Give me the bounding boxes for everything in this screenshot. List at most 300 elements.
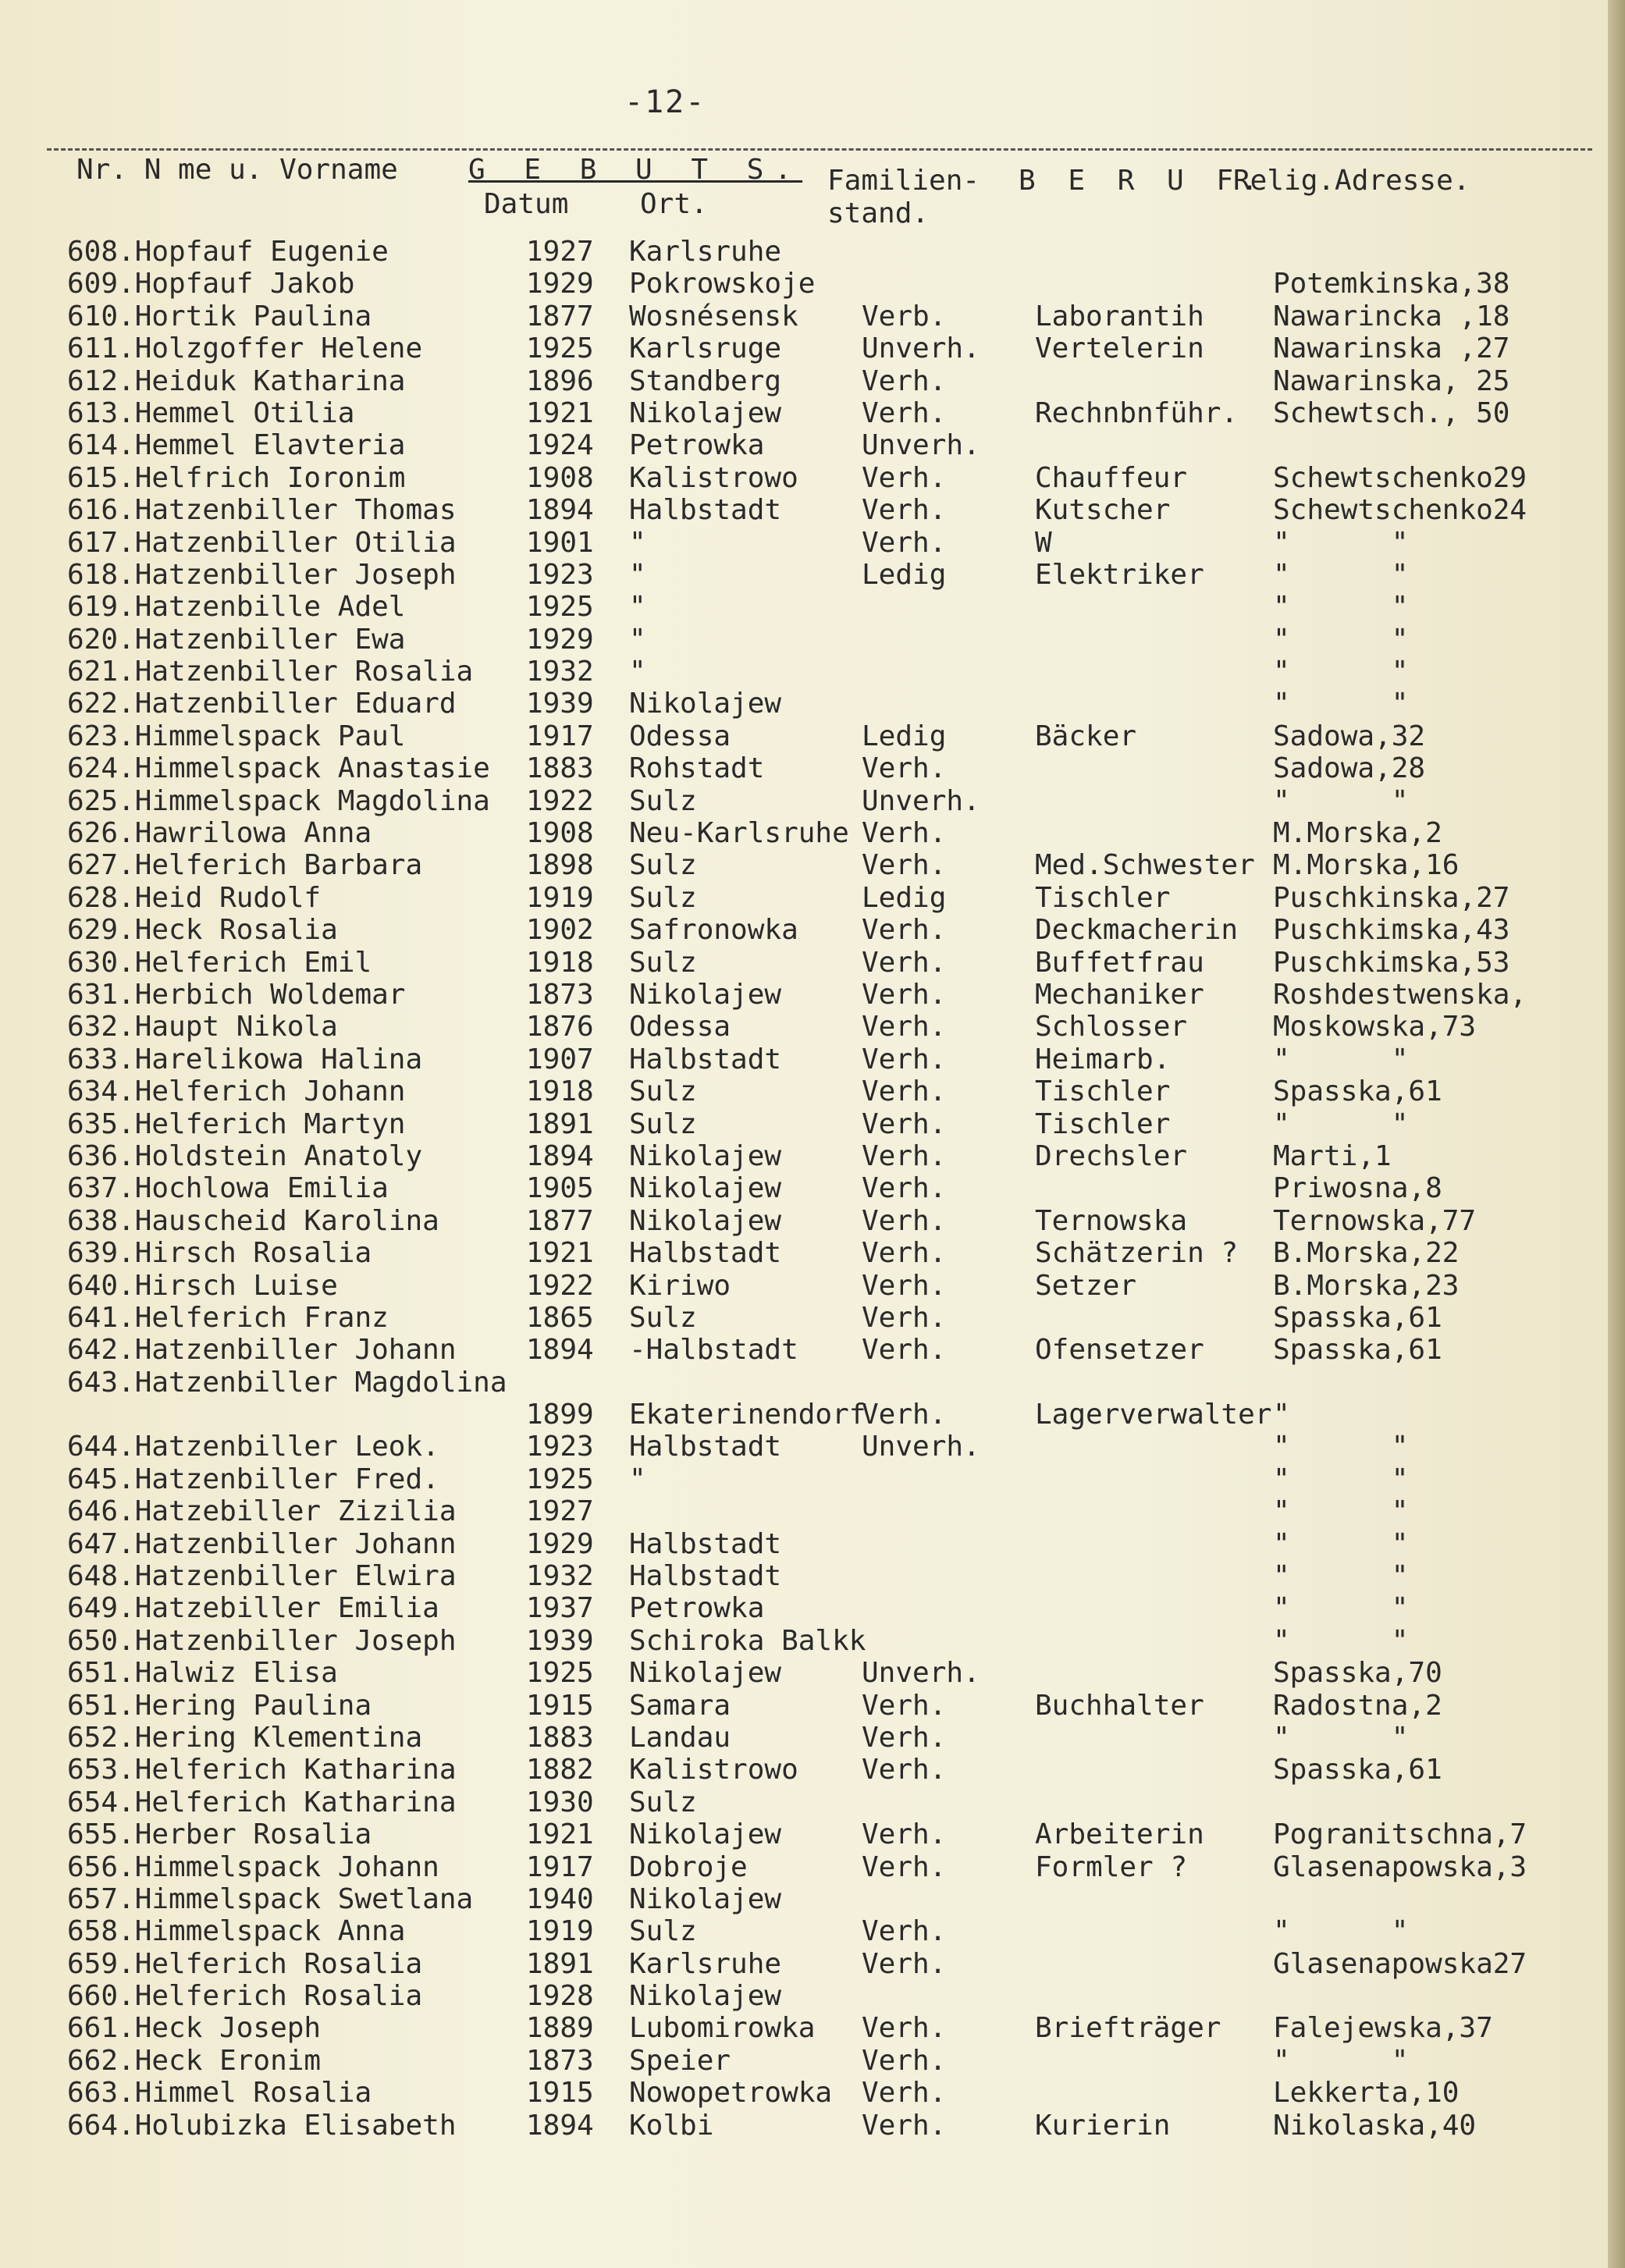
entry-birth-year: 1924 bbox=[526, 429, 594, 462]
entry-birth-place: Sulz bbox=[629, 946, 697, 979]
entry-marital-status: Verh. bbox=[862, 461, 947, 494]
entry-name: 659.Helferich Rosalia bbox=[67, 1947, 423, 1980]
entry-marital-status: Verh. bbox=[862, 2077, 947, 2110]
table-row bbox=[67, 1011, 1597, 1043]
entry-name: 610.Hortik Paulina bbox=[67, 300, 372, 332]
entry-birth-year: 1925 bbox=[526, 591, 594, 624]
entry-name: 617.Hatzenbiller Otilia bbox=[67, 526, 457, 559]
entry-birth-place: Halbstadt bbox=[629, 1527, 782, 1560]
entry-birth-place: " bbox=[629, 1463, 646, 1495]
table-row bbox=[67, 300, 1597, 332]
header-relig-adresse: Relig.Adresse. bbox=[1233, 165, 1470, 197]
entry-address: Ternowska,77 bbox=[1273, 1204, 1477, 1237]
entry-birth-place: Sulz bbox=[629, 1075, 697, 1108]
entry-name: 655.Herber Rosalia bbox=[67, 1818, 372, 1851]
entry-name: 658.Himmelspack Anna bbox=[67, 1915, 406, 1948]
table-row bbox=[67, 688, 1597, 720]
entry-birth-year: 1922 bbox=[526, 784, 594, 817]
entry-marital-status: Verh. bbox=[862, 752, 947, 785]
entry-occupation: Lagerverwalter bbox=[1035, 1399, 1272, 1431]
entry-address: Glasenapowska,3 bbox=[1273, 1850, 1527, 1883]
entry-birth-place: Nowopetrowka bbox=[629, 2077, 833, 2110]
entry-marital-status: Verh. bbox=[862, 1301, 947, 1334]
table-row bbox=[67, 1043, 1597, 1075]
entry-name: 619.Hatzenbille Adel bbox=[67, 591, 406, 624]
entry-occupation: Chauffeur bbox=[1035, 461, 1188, 494]
entry-name: 613.Hemmel Otilia bbox=[67, 396, 355, 429]
table-row bbox=[67, 785, 1597, 817]
entry-birth-place: Kiriwo bbox=[629, 1269, 731, 1302]
entry-name: 654.Helferich Katharina bbox=[67, 1786, 457, 1818]
entry-name: 651.Halwiz Elisa bbox=[67, 1657, 338, 1690]
entry-name: 630.Helferich Emil bbox=[67, 946, 372, 979]
entry-occupation: Buchhalter bbox=[1035, 1689, 1204, 1722]
entry-birth-year: 1917 bbox=[526, 720, 594, 752]
table-row bbox=[67, 1722, 1597, 1754]
table-row bbox=[67, 1786, 1597, 1818]
entry-birth-place: Kalistrowo bbox=[629, 461, 798, 494]
entry-birth-year: 1932 bbox=[526, 656, 594, 688]
entry-address: Nikolaska,40 bbox=[1273, 2109, 1477, 2142]
entry-birth-place: Sulz bbox=[629, 1301, 697, 1334]
entry-occupation: Kurierin bbox=[1035, 2109, 1171, 2142]
entry-address: Spasska,61 bbox=[1273, 1301, 1442, 1334]
entry-birth-place: Neu-Karlsruhe bbox=[629, 817, 849, 850]
entry-marital-status: Unverh. bbox=[862, 1431, 980, 1463]
entry-address: Glasenapowska27 bbox=[1273, 1947, 1527, 1980]
table-row bbox=[67, 979, 1597, 1011]
entry-birth-year: 1929 bbox=[526, 623, 594, 656]
table-row bbox=[67, 624, 1597, 656]
entry-marital-status: Verh. bbox=[862, 1915, 947, 1948]
table-row bbox=[67, 849, 1597, 881]
entry-birth-year: 1940 bbox=[526, 1882, 594, 1915]
entry-address: Spasska,61 bbox=[1273, 1075, 1442, 1108]
table-row bbox=[67, 2077, 1597, 2109]
entry-birth-place: " bbox=[629, 526, 646, 559]
entry-name: 616.Hatzenbiller Thomas bbox=[67, 494, 457, 527]
entry-birth-place: Nikolajew bbox=[629, 978, 782, 1011]
entry-birth-year: 1918 bbox=[526, 1075, 594, 1108]
entry-birth-place: Karlsruhe bbox=[629, 1947, 782, 1980]
entry-birth-year: 1915 bbox=[526, 1689, 594, 1722]
table-row bbox=[67, 1625, 1597, 1657]
entry-name: 652.Hering Klementina bbox=[67, 1721, 423, 1754]
header-datum: Datum bbox=[484, 188, 569, 220]
entry-birth-place: Karlsruhe bbox=[629, 236, 782, 268]
entry-birth-place: Nikolajew bbox=[629, 396, 782, 429]
entry-address: Schewtsch., 50 bbox=[1273, 396, 1510, 429]
entry-birth-year: 1915 bbox=[526, 2077, 594, 2110]
entry-name: 638.Hauscheid Karolina bbox=[67, 1204, 439, 1237]
table-row bbox=[67, 332, 1597, 364]
entry-address: " " bbox=[1273, 1721, 1409, 1754]
entry-birth-place: Rohstadt bbox=[629, 752, 765, 785]
entry-birth-place: " bbox=[629, 558, 646, 591]
entry-occupation: Arbeiterin bbox=[1035, 1818, 1204, 1851]
entry-birth-place: " bbox=[629, 623, 646, 656]
entry-birth-year: 1928 bbox=[526, 1980, 594, 2013]
table-row bbox=[67, 1657, 1597, 1689]
header-nr-name: Nr. N me u. Vorname bbox=[76, 154, 398, 186]
entry-address: B.Morska,23 bbox=[1273, 1269, 1460, 1302]
entry-occupation: Drechsler bbox=[1035, 1139, 1188, 1172]
entry-address: Puschkinska,27 bbox=[1273, 881, 1510, 914]
entry-occupation: W bbox=[1035, 526, 1052, 559]
entry-name: 612.Heiduk Katharina bbox=[67, 364, 406, 397]
entry-address: " " bbox=[1273, 1560, 1409, 1593]
entry-birth-year: 1921 bbox=[526, 1237, 594, 1270]
entry-birth-place: Nikolajew bbox=[629, 1882, 782, 1915]
entry-birth-place: Halbstadt bbox=[629, 494, 782, 527]
entry-occupation: Tischler bbox=[1035, 881, 1171, 914]
entry-marital-status: Verh. bbox=[862, 1754, 947, 1786]
entry-name: 611.Holzgoffer Helene bbox=[67, 332, 423, 365]
entry-marital-status: Ledig bbox=[862, 558, 947, 591]
entry-address: " " bbox=[1273, 1107, 1409, 1140]
entry-marital-status: Verh. bbox=[862, 1334, 947, 1367]
table-row bbox=[67, 1399, 1597, 1431]
entry-name: 637.Hochlowa Emilia bbox=[67, 1172, 389, 1205]
entry-name: 633.Harelikowa Halina bbox=[67, 1043, 423, 1075]
table-row bbox=[67, 1270, 1597, 1302]
entry-marital-status: Verh. bbox=[862, 494, 947, 527]
entry-marital-status: Verh. bbox=[862, 2012, 947, 2045]
entry-birth-year: 1925 bbox=[526, 332, 594, 365]
entry-marital-status: Verh. bbox=[862, 526, 947, 559]
table-row bbox=[67, 1367, 1597, 1399]
entry-birth-year: 1907 bbox=[526, 1043, 594, 1075]
entry-birth-year: 1891 bbox=[526, 1107, 594, 1140]
entry-name: 645.Hatzenbiller Fred. bbox=[67, 1463, 439, 1495]
entry-birth-year: 1932 bbox=[526, 1560, 594, 1593]
entry-marital-status: Verh. bbox=[862, 2044, 947, 2077]
entry-marital-status: Verh. bbox=[862, 817, 947, 850]
table-row bbox=[67, 914, 1597, 946]
entry-address: B.Morska,22 bbox=[1273, 1237, 1460, 1270]
entry-marital-status: Verh. bbox=[862, 1818, 947, 1851]
table-row bbox=[67, 527, 1597, 559]
entry-birth-place: Kalistrowo bbox=[629, 1754, 798, 1786]
entry-birth-year: 1876 bbox=[526, 1011, 594, 1043]
entry-name: 631.Herbich Woldemar bbox=[67, 978, 406, 1011]
entry-birth-place: Petrowka bbox=[629, 429, 765, 462]
table-row bbox=[67, 1463, 1597, 1495]
entry-birth-year: 1896 bbox=[526, 364, 594, 397]
entry-birth-year: 1873 bbox=[526, 2044, 594, 2077]
entry-birth-place: Schiroka Balkk bbox=[629, 1624, 866, 1657]
table-row bbox=[67, 752, 1597, 784]
entry-address: Priwosna,8 bbox=[1273, 1172, 1442, 1205]
entry-name: 651.Hering Paulina bbox=[67, 1689, 372, 1722]
entry-marital-status: Verh. bbox=[862, 1269, 947, 1302]
entry-birth-place: Wosnésensk bbox=[629, 300, 798, 332]
entry-name: 643.Hatzenbiller Magdolina bbox=[67, 1366, 507, 1399]
entry-name: 657.Himmelspack Swetlana bbox=[67, 1882, 474, 1915]
entry-birth-year: 1923 bbox=[526, 1431, 594, 1463]
entry-name: 620.Hatzenbiller Ewa bbox=[67, 623, 406, 656]
header-stand: stand. bbox=[827, 197, 930, 229]
entry-name: 639.Hirsch Rosalia bbox=[67, 1237, 372, 1270]
entry-birth-place: Ekaterinendorf bbox=[629, 1399, 866, 1431]
entry-marital-status: Ledig bbox=[862, 881, 947, 914]
entry-birth-year: 1930 bbox=[526, 1786, 594, 1818]
header-divider bbox=[47, 148, 1592, 151]
entry-occupation: Briefträger bbox=[1035, 2012, 1221, 2045]
entry-birth-year: 1902 bbox=[526, 914, 594, 947]
register-table bbox=[67, 236, 1597, 2142]
entry-address: " " bbox=[1273, 784, 1409, 817]
entry-birth-place: Odessa bbox=[629, 720, 731, 752]
entry-birth-place: Speier bbox=[629, 2044, 731, 2077]
entry-address: " " bbox=[1273, 2044, 1409, 2077]
entry-address: Sadowa,32 bbox=[1273, 720, 1426, 752]
entry-marital-status: Verh. bbox=[862, 1107, 947, 1140]
entry-address: " " bbox=[1273, 1463, 1409, 1495]
table-row bbox=[67, 2045, 1597, 2077]
table-row bbox=[67, 656, 1597, 688]
entry-marital-status: Verh. bbox=[862, 914, 947, 947]
entry-birth-year: 1882 bbox=[526, 1754, 594, 1786]
entry-birth-year: 1877 bbox=[526, 300, 594, 332]
entry-birth-year: 1877 bbox=[526, 1204, 594, 1237]
table-row bbox=[67, 1851, 1597, 1883]
entry-marital-status: Verh. bbox=[862, 1172, 947, 1205]
entry-address: M.Morska,2 bbox=[1273, 817, 1442, 850]
entry-birth-year: 1901 bbox=[526, 526, 594, 559]
entry-occupation: Ternowska bbox=[1035, 1204, 1188, 1237]
entry-occupation: Kutscher bbox=[1035, 494, 1171, 527]
entry-name: 650.Hatzenbiller Joseph bbox=[67, 1624, 457, 1657]
entry-occupation: Formler ? bbox=[1035, 1850, 1188, 1883]
table-row bbox=[67, 882, 1597, 914]
entry-marital-status: Verh. bbox=[862, 396, 947, 429]
entry-birth-year: 1898 bbox=[526, 849, 594, 882]
entry-address: M.Morska,16 bbox=[1273, 849, 1460, 882]
table-row bbox=[67, 720, 1597, 752]
table-row bbox=[67, 429, 1597, 461]
entry-birth-place: Dobroje bbox=[629, 1850, 748, 1883]
entry-birth-place: Lubomirowka bbox=[629, 2012, 816, 2045]
page-edge bbox=[1608, 0, 1625, 2268]
entry-birth-place: Nikolajew bbox=[629, 1172, 782, 1205]
entry-birth-year: 1908 bbox=[526, 817, 594, 850]
entry-birth-place: Nikolajew bbox=[629, 1980, 782, 2013]
entry-birth-year: 1918 bbox=[526, 946, 594, 979]
entry-birth-place: Pokrowskoje bbox=[629, 268, 816, 300]
entry-marital-status: Unverh. bbox=[862, 1657, 980, 1690]
entry-address: Sadowa,28 bbox=[1273, 752, 1426, 785]
entry-marital-status: Unverh. bbox=[862, 332, 980, 365]
entry-occupation: Mechaniker bbox=[1035, 978, 1204, 1011]
entry-name: 646.Hatzebiller Zizilia bbox=[67, 1495, 457, 1528]
entry-birth-year: 1927 bbox=[526, 1495, 594, 1528]
table-row bbox=[67, 559, 1597, 591]
entry-birth-year: 1894 bbox=[526, 1139, 594, 1172]
table-row bbox=[67, 1592, 1597, 1624]
table-row bbox=[67, 1948, 1597, 1980]
entry-birth-year: 1929 bbox=[526, 268, 594, 300]
entry-address: Nawarinska ,27 bbox=[1273, 332, 1510, 365]
entry-name: 663.Himmel Rosalia bbox=[67, 2077, 372, 2110]
entry-birth-year: 1889 bbox=[526, 2012, 594, 2045]
entry-birth-year: 1873 bbox=[526, 978, 594, 1011]
entry-address: " " bbox=[1273, 1527, 1409, 1560]
entry-marital-status: Verh. bbox=[862, 849, 947, 882]
table-row bbox=[67, 817, 1597, 849]
entry-occupation: Setzer bbox=[1035, 1269, 1137, 1302]
entry-name: 629.Heck Rosalia bbox=[67, 914, 338, 947]
table-row bbox=[67, 2110, 1597, 2142]
entry-occupation: Rechnbnführ. bbox=[1035, 396, 1239, 429]
entry-address: Potemkinska,38 bbox=[1273, 268, 1510, 300]
entry-birth-place: Nikolajew bbox=[629, 688, 782, 720]
table-row bbox=[67, 1205, 1597, 1237]
entry-marital-status: Verh. bbox=[862, 1075, 947, 1108]
table-row bbox=[67, 268, 1597, 300]
entry-birth-place: Halbstadt bbox=[629, 1560, 782, 1593]
entry-occupation: Ofensetzer bbox=[1035, 1334, 1204, 1367]
entry-birth-year: 1899 bbox=[526, 1399, 594, 1431]
entry-address: Roshdestwenska, bbox=[1273, 978, 1527, 1011]
table-row bbox=[67, 494, 1597, 526]
entry-birth-year: 1937 bbox=[526, 1592, 594, 1625]
entry-birth-place: Sulz bbox=[629, 1786, 697, 1818]
entry-occupation: Elektriker bbox=[1035, 558, 1204, 591]
entry-marital-status: Unverh. bbox=[862, 784, 980, 817]
entry-birth-year: 1883 bbox=[526, 1721, 594, 1754]
entry-address: " " bbox=[1273, 526, 1409, 559]
entry-birth-place: Sulz bbox=[629, 784, 697, 817]
entry-name: 642.Hatzenbiller Johann bbox=[67, 1334, 457, 1367]
table-row bbox=[67, 1754, 1597, 1786]
entry-address: " " bbox=[1273, 656, 1409, 688]
entry-birth-year: 1894 bbox=[526, 494, 594, 527]
entry-birth-place: Petrowka bbox=[629, 1592, 765, 1625]
entry-name: 649.Hatzebiller Emilia bbox=[67, 1592, 439, 1625]
entry-birth-year: 1894 bbox=[526, 2109, 594, 2142]
entry-occupation: Schätzerin ? bbox=[1035, 1237, 1239, 1270]
entry-birth-place: Nikolajew bbox=[629, 1204, 782, 1237]
entry-name: 624.Himmelspack Anastasie bbox=[67, 752, 490, 785]
entry-name: 634.Helferich Johann bbox=[67, 1075, 406, 1108]
entry-birth-year: 1939 bbox=[526, 688, 594, 720]
entry-birth-place: Halbstadt bbox=[629, 1431, 782, 1463]
entry-name: 635.Helferich Martyn bbox=[67, 1107, 406, 1140]
entry-address: Nawarinska, 25 bbox=[1273, 364, 1510, 397]
entry-occupation: Vertelerin bbox=[1035, 332, 1204, 365]
entry-marital-status: Verh. bbox=[862, 1237, 947, 1270]
entry-birth-year: 1917 bbox=[526, 1850, 594, 1883]
entry-address: Spasska,61 bbox=[1273, 1754, 1442, 1786]
entry-name: 632.Haupt Nikola bbox=[67, 1011, 338, 1043]
entry-marital-status: Verh. bbox=[862, 1139, 947, 1172]
entry-address: " " bbox=[1273, 623, 1409, 656]
header-ort: Ort. bbox=[640, 188, 708, 220]
entry-birth-place: Landau bbox=[629, 1721, 731, 1754]
entry-birth-year: 1919 bbox=[526, 881, 594, 914]
table-row bbox=[67, 462, 1597, 494]
entry-name: 664.Holubizka Elisabeth bbox=[67, 2109, 457, 2142]
table-header bbox=[47, 153, 1600, 231]
entry-marital-status: Verh. bbox=[862, 1850, 947, 1883]
entry-name: 648.Hatzenbiller Elwira bbox=[67, 1560, 457, 1593]
entry-address: Lekkerta,10 bbox=[1273, 2077, 1460, 2110]
entry-marital-status: Verh. bbox=[862, 1947, 947, 1980]
entry-occupation: Schlosser bbox=[1035, 1011, 1188, 1043]
entry-marital-status: Verh. bbox=[862, 1204, 947, 1237]
table-row bbox=[67, 1495, 1597, 1527]
entry-marital-status: Unverh. bbox=[862, 429, 980, 462]
entry-birth-place: " bbox=[629, 591, 646, 624]
entry-birth-year: 1939 bbox=[526, 1624, 594, 1657]
entry-address: Spasska,61 bbox=[1273, 1334, 1442, 1367]
table-row bbox=[67, 947, 1597, 979]
entry-birth-place: Halbstadt bbox=[629, 1237, 782, 1270]
entry-name: 628.Heid Rudolf bbox=[67, 881, 322, 914]
entry-birth-place: Sulz bbox=[629, 849, 697, 882]
entry-name: 618.Hatzenbiller Joseph bbox=[67, 558, 457, 591]
entry-birth-place: Karlsruge bbox=[629, 332, 782, 365]
entry-address: Radostna,2 bbox=[1273, 1689, 1442, 1722]
table-row bbox=[67, 1431, 1597, 1463]
table-row bbox=[67, 365, 1597, 397]
table-row bbox=[67, 1980, 1597, 2012]
entry-marital-status: Verh. bbox=[862, 946, 947, 979]
entry-address: Nawarincka ,18 bbox=[1273, 300, 1510, 332]
entry-marital-status: Verh. bbox=[862, 1721, 947, 1754]
entry-address: " " bbox=[1273, 1431, 1409, 1463]
entry-marital-status: Verh. bbox=[862, 1011, 947, 1043]
entry-birth-place: Sulz bbox=[629, 1107, 697, 1140]
entry-name: 608.Hopfauf Eugenie bbox=[67, 236, 389, 268]
entry-name: 626.Hawrilowa Anna bbox=[67, 817, 372, 850]
entry-address: Puschkimska,53 bbox=[1273, 946, 1510, 979]
entry-address: " " bbox=[1273, 591, 1409, 624]
entry-address: Moskowska,73 bbox=[1273, 1011, 1477, 1043]
entry-name: 623.Himmelspack Paul bbox=[67, 720, 406, 752]
entry-birth-place: " bbox=[629, 656, 646, 688]
entry-name: 640.Hirsch Luise bbox=[67, 1269, 338, 1302]
entry-marital-status: Ledig bbox=[862, 720, 947, 752]
table-row bbox=[67, 1140, 1597, 1172]
entry-birth-place: Standberg bbox=[629, 364, 782, 397]
entry-address: Spasska,70 bbox=[1273, 1657, 1442, 1690]
table-row bbox=[67, 397, 1597, 429]
entry-birth-year: 1865 bbox=[526, 1301, 594, 1334]
entry-name: 625.Himmelspack Magdolina bbox=[67, 784, 490, 817]
entry-birth-place: Samara bbox=[629, 1689, 731, 1722]
table-row bbox=[67, 1560, 1597, 1592]
entry-name: 653.Helferich Katharina bbox=[67, 1754, 457, 1786]
entry-name: 615.Helfrich Ioronim bbox=[67, 461, 406, 494]
entry-birth-year: 1891 bbox=[526, 1947, 594, 1980]
entry-name: 641.Helferich Franz bbox=[67, 1301, 389, 1334]
entry-address: " " bbox=[1273, 1624, 1409, 1657]
entry-occupation: Tischler bbox=[1035, 1107, 1171, 1140]
table-row bbox=[67, 1690, 1597, 1722]
entry-address: Schewtschenko24 bbox=[1273, 494, 1527, 527]
table-row bbox=[67, 2012, 1597, 2044]
entry-occupation: Tischler bbox=[1035, 1075, 1171, 1108]
entry-birth-year: 1919 bbox=[526, 1915, 594, 1948]
entry-birth-place: Safronowka bbox=[629, 914, 798, 947]
entry-occupation: Bäcker bbox=[1035, 720, 1137, 752]
entry-address: " " bbox=[1273, 1915, 1409, 1948]
entry-occupation: Heimarb. bbox=[1035, 1043, 1171, 1075]
page-number: -12- bbox=[624, 84, 706, 120]
table-row bbox=[67, 1915, 1597, 1947]
